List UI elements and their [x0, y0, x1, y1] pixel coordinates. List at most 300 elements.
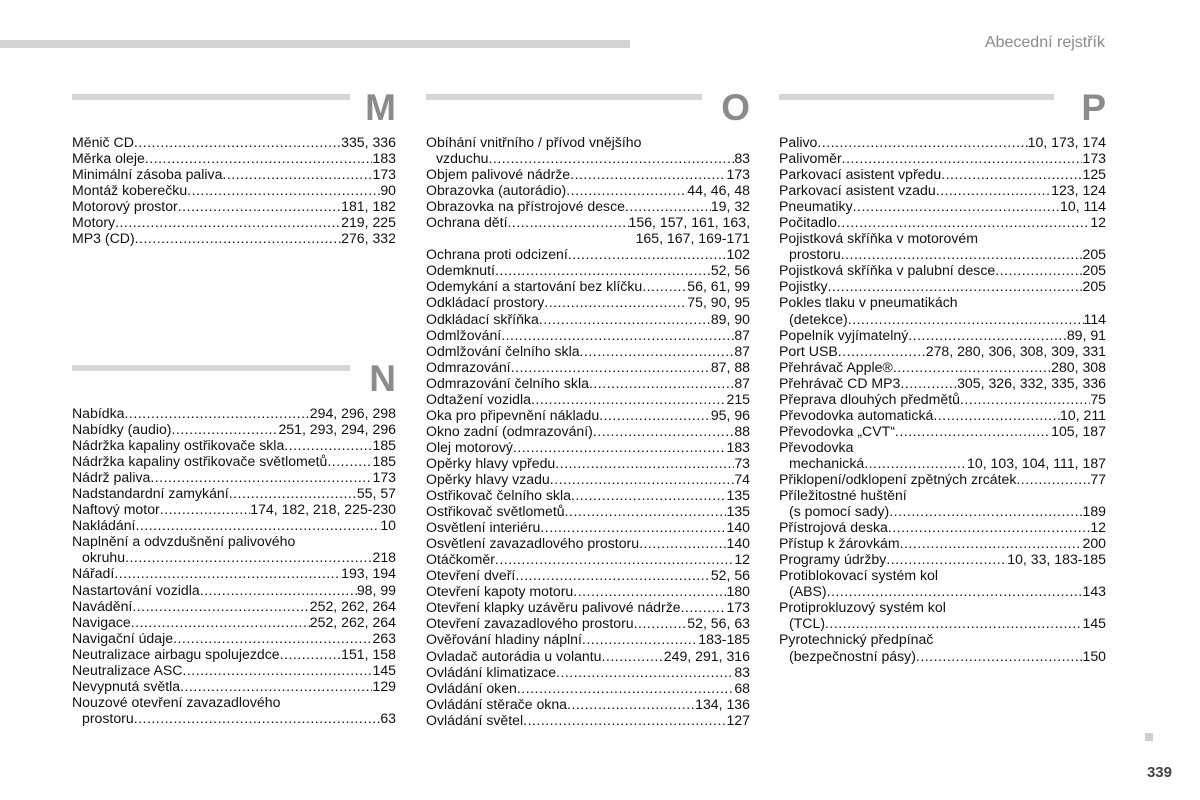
index-page-numbers: 278, 280, 306, 308, 309, 331	[925, 342, 1106, 359]
index-entry	[426, 680, 750, 696]
index-list	[426, 134, 750, 728]
index-entry-line	[779, 551, 1106, 567]
index-entry	[779, 471, 1106, 487]
dot-leader	[150, 469, 372, 485]
index-entry	[72, 214, 396, 230]
index-term: Nevypnutá světla	[72, 677, 181, 694]
dot-leader	[841, 246, 1083, 262]
index-term: Navigační údaje	[72, 629, 174, 646]
index-list	[779, 134, 1106, 664]
index-page-numbers: 44, 46, 48	[687, 182, 750, 199]
index-term: Protiblokovací systém kol	[779, 567, 939, 584]
index-entry-line	[426, 391, 750, 407]
index-page-numbers: 183-185	[698, 631, 750, 648]
index-page-numbers: 173	[372, 469, 396, 486]
index-term: Příležitostné huštění	[779, 487, 907, 504]
dot-leader	[828, 278, 1083, 294]
index-entry-line	[72, 214, 396, 230]
index-page-numbers: 165, 167, 169-171	[635, 230, 750, 247]
index-entry	[72, 166, 396, 182]
index-page-numbers: 75	[1090, 390, 1106, 407]
index-page-numbers: 263	[372, 629, 396, 646]
dot-leader	[995, 262, 1082, 278]
dot-leader	[566, 182, 687, 198]
index-term: Motory	[72, 214, 116, 231]
index-term: Nabídky (audio)	[72, 421, 172, 438]
index-page-numbers: 205	[1082, 246, 1106, 263]
index-entry	[426, 375, 750, 391]
index-term: Pyrotechnický předpínač	[779, 631, 934, 648]
index-entry-line	[72, 678, 396, 694]
dot-leader	[936, 182, 1051, 198]
section-m	[72, 87, 396, 247]
index-term: Popelník vyjímatelný	[779, 326, 909, 343]
index-entry-line	[779, 391, 1106, 407]
index-term: Navigace	[72, 613, 131, 630]
index-term: Nakládání	[72, 517, 136, 534]
dot-leader	[180, 678, 372, 694]
index-page-numbers: 56, 61, 99	[687, 278, 750, 295]
index-term: Pojistky	[779, 278, 828, 295]
top-decorative-bar	[0, 40, 630, 48]
index-entry-line	[779, 278, 1106, 294]
index-entry	[426, 631, 750, 647]
index-entry-line	[426, 599, 750, 615]
index-entry	[779, 375, 1106, 391]
dot-leader	[523, 712, 726, 728]
index-entry	[779, 439, 1106, 471]
index-entry	[779, 535, 1106, 551]
index-entry-line	[426, 198, 750, 214]
index-term: Osvětlení interiéru	[426, 519, 541, 536]
index-entry-line	[72, 533, 396, 549]
index-term: (s pomocí sady)	[789, 503, 890, 520]
index-page-numbers: 90	[380, 182, 396, 199]
index-entry-line	[426, 455, 750, 471]
index-term: Ochrana dětí	[426, 214, 508, 231]
dot-leader	[114, 565, 341, 581]
index-page-numbers: 189	[1082, 503, 1106, 520]
section-letter: M	[365, 87, 396, 128]
index-entry	[72, 565, 396, 581]
index-term: Nastartování vozidla	[72, 581, 200, 598]
index-entry-line	[779, 423, 1106, 439]
index-page-numbers: 135	[726, 487, 750, 504]
index-entry	[72, 150, 396, 166]
index-term: Objem palivové nádrže	[426, 166, 571, 183]
index-entry	[426, 198, 750, 214]
index-entry-line	[779, 567, 1106, 583]
index-entry-line	[426, 294, 750, 310]
index-entry	[426, 391, 750, 407]
dot-leader	[853, 198, 1060, 214]
section-header	[426, 87, 750, 129]
dot-leader	[115, 214, 341, 230]
index-term: Otevření zavazadlového prostoru	[426, 615, 634, 632]
index-page-numbers: 83	[734, 663, 750, 680]
index-term: Přeprava dlouhých předmětů	[779, 390, 960, 407]
index-term: Ostřikovač čelního skla	[426, 487, 571, 504]
index-term: MP3 (CD)	[72, 230, 135, 247]
dot-leader	[172, 421, 279, 437]
index-entry-line	[426, 278, 750, 294]
dot-leader	[507, 214, 628, 230]
index-entry-line	[779, 166, 1106, 182]
index-entry-line	[72, 630, 396, 646]
index-term: Odemknutí	[426, 262, 495, 279]
index-entry-line	[72, 453, 396, 469]
index-entry-line	[779, 439, 1106, 455]
dot-leader	[825, 615, 1082, 631]
index-page-numbers: 173	[1082, 150, 1106, 167]
index-entry-line	[779, 455, 1106, 471]
index-entry-line	[426, 182, 750, 198]
index-entry	[779, 343, 1106, 359]
index-entry-line	[779, 294, 1106, 310]
index-entry-line	[779, 535, 1106, 551]
index-term: Přehrávač Apple®	[779, 358, 893, 375]
index-term: Nádržka kapaliny ostřikovače světlometů	[72, 453, 328, 470]
index-entry	[426, 567, 750, 583]
index-term: vzduchu	[436, 150, 489, 167]
dot-leader	[125, 549, 372, 565]
index-page-numbers: 145	[372, 661, 396, 678]
index-term: Ověřování hladiny náplní	[426, 631, 582, 648]
index-page-numbers: 68	[734, 679, 750, 696]
index-entry-line	[779, 583, 1106, 599]
dot-leader	[489, 150, 735, 166]
index-page-numbers: 63	[380, 709, 396, 726]
index-entry-line	[779, 631, 1106, 647]
dot-leader	[838, 343, 926, 359]
index-entry	[426, 407, 750, 423]
index-page-numbers: 98, 99	[356, 581, 396, 598]
index-entry	[779, 198, 1106, 214]
index-page-numbers: 173	[726, 599, 750, 616]
index-entry	[779, 567, 1106, 599]
index-entry-line	[779, 311, 1106, 327]
index-entry	[779, 327, 1106, 343]
index-term: Naftový motor	[72, 501, 160, 518]
index-entry	[426, 455, 750, 471]
index-term: Oka pro připevnění nákladu	[426, 406, 600, 423]
index-page-numbers: 89, 91	[1066, 326, 1106, 343]
index-entry	[779, 278, 1106, 294]
index-page-numbers: 181, 182	[341, 198, 396, 215]
index-entry	[72, 694, 396, 726]
index-entry-line	[779, 503, 1106, 519]
index-term: Neutralizace airbagu spolujezdce	[72, 645, 280, 662]
index-entry-line	[779, 487, 1106, 503]
index-page-numbers: 252, 262, 264	[309, 613, 396, 630]
index-page-numbers: 183	[372, 150, 396, 167]
dot-leader	[842, 150, 1083, 166]
dot-leader	[634, 615, 688, 631]
index-entry	[779, 423, 1106, 439]
index-page-numbers: 10, 211	[1060, 406, 1106, 423]
index-entry-line	[779, 359, 1106, 375]
dot-leader	[565, 503, 727, 519]
index-page-numbers: 52, 56, 63	[687, 615, 750, 632]
index-entry	[426, 327, 750, 343]
index-entry	[72, 630, 396, 646]
index-entry	[72, 437, 396, 453]
index-term: Pneumatiky	[779, 198, 853, 215]
index-entry-line	[72, 501, 396, 517]
index-entry-line	[426, 214, 750, 230]
index-page-numbers: 215	[726, 390, 750, 407]
index-page-numbers: 151, 158	[341, 645, 396, 662]
index-page-numbers: 52, 56	[710, 567, 750, 584]
index-term: Otáčkoměr	[426, 551, 495, 568]
index-page-numbers: 200	[1082, 535, 1106, 552]
index-entry-line	[426, 359, 750, 375]
dot-leader	[131, 614, 310, 630]
section-header	[72, 87, 396, 129]
index-entry-line	[779, 327, 1106, 343]
index-term: Naplnění a odvzdušnění palivového	[72, 533, 296, 550]
index-term: Pojistková skříňka v motorovém	[779, 230, 978, 247]
index-entry-line	[426, 615, 750, 631]
dot-leader	[178, 198, 341, 214]
index-term: Ovládání světel	[426, 711, 524, 728]
index-entry-line	[72, 421, 396, 437]
dot-leader	[888, 519, 1090, 535]
index-page-numbers: 102	[726, 246, 750, 263]
index-term: Ostřikovač světlometů	[426, 503, 565, 520]
index-term: Ovládání stěrače okna	[426, 695, 568, 712]
index-page-numbers: 280, 308	[1051, 358, 1106, 375]
index-entry	[72, 198, 396, 214]
index-page-numbers: 10, 33, 183-185	[1007, 551, 1106, 568]
index-entry-line	[426, 664, 750, 680]
index-term: Ovladač autorádia u volantu	[426, 647, 602, 664]
index-entry-line	[426, 311, 750, 327]
index-entry	[426, 359, 750, 375]
index-entry-line	[779, 230, 1106, 246]
dot-leader	[573, 583, 726, 599]
index-entry-line	[426, 487, 750, 503]
index-entry-line	[72, 166, 396, 182]
index-page-numbers: 87, 88	[710, 358, 750, 375]
index-page-numbers: 252, 262, 264	[309, 597, 396, 614]
index-page-numbers: 55, 57	[356, 485, 396, 502]
index-page-numbers: 218	[372, 549, 396, 566]
index-term: Programy údržby	[779, 551, 887, 568]
dot-leader	[173, 630, 372, 646]
index-entry-line	[779, 214, 1106, 230]
dot-leader	[827, 583, 1083, 599]
index-entry	[426, 696, 750, 712]
dot-leader	[513, 439, 727, 455]
page-number: 339	[1146, 764, 1172, 781]
index-page-numbers: 129	[372, 677, 396, 694]
index-term: Obrazovka na přístrojové desce	[426, 198, 625, 215]
index-term: prostoru	[789, 246, 841, 263]
index-entry	[72, 678, 396, 694]
index-term: Odmlžování čelního skla	[426, 342, 580, 359]
index-page-numbers: 75, 90, 95	[687, 294, 750, 311]
dot-leader	[134, 710, 381, 726]
dot-leader	[187, 182, 380, 198]
index-entry-line	[72, 646, 396, 662]
index-term: Odkládací prostory	[426, 294, 545, 311]
index-term: Osvětlení zavazadlového prostoru	[426, 535, 640, 552]
index-entry-line	[426, 631, 750, 647]
index-entry	[72, 614, 396, 630]
index-entry-line	[72, 230, 396, 246]
index-page-numbers: 305, 326, 332, 335, 336	[957, 374, 1106, 391]
dot-leader	[916, 648, 1083, 664]
index-entry	[72, 517, 396, 533]
index-entry-line	[779, 262, 1106, 278]
dot-leader	[568, 246, 727, 262]
index-entry-line	[72, 405, 396, 421]
index-term: Palivo	[779, 134, 818, 150]
index-page-numbers: 276, 332	[341, 230, 396, 247]
index-entry-line	[779, 519, 1106, 535]
dot-leader	[145, 150, 373, 166]
index-entry-line	[426, 246, 750, 262]
dot-leader	[555, 455, 734, 471]
dot-leader	[593, 423, 734, 439]
index-entry-line	[72, 469, 396, 485]
index-term: Měnič CD	[72, 134, 134, 150]
index-term: Otevření kapoty motoru	[426, 583, 574, 600]
index-term: Nadstandardní zamykání	[72, 485, 229, 502]
dot-leader	[599, 407, 711, 423]
index-page-numbers: 87	[734, 342, 750, 359]
index-entry-line	[779, 182, 1106, 198]
index-entry-line	[426, 551, 750, 567]
index-entry-line	[426, 696, 750, 712]
index-page-numbers: 12	[734, 551, 750, 568]
index-entry-line	[72, 437, 396, 453]
index-entry	[426, 519, 750, 535]
index-entry	[779, 166, 1106, 182]
index-entry	[72, 485, 396, 501]
index-entry	[779, 294, 1106, 326]
index-page-numbers: 105, 187	[1051, 422, 1106, 439]
index-entry	[426, 599, 750, 615]
index-page-numbers: 335, 336	[341, 134, 396, 150]
index-term: Obíhání vnitřního / přívod vnějšího	[426, 134, 642, 150]
index-term: Odmrazování čelního skla	[426, 374, 589, 391]
index-term: Ovládání klimatizace	[426, 663, 557, 680]
index-entry-line	[426, 519, 750, 535]
index-page-numbers: 127	[726, 711, 750, 728]
index-term: Minimální zásoba paliva	[72, 166, 223, 183]
dot-leader	[135, 517, 380, 533]
index-page-numbers: 185	[372, 453, 396, 470]
index-list	[72, 134, 396, 246]
index-entry-line	[72, 198, 396, 214]
index-entry-line	[426, 648, 750, 664]
index-term: Pojistková skříňka v palubní desce	[779, 262, 996, 279]
corner-square-decoration	[1145, 733, 1153, 741]
index-page-numbers: 183	[726, 438, 750, 455]
index-page-numbers: 249, 291, 316	[663, 647, 750, 664]
index-entry-line	[779, 246, 1106, 262]
index-entry	[426, 311, 750, 327]
section-rule	[72, 94, 350, 100]
dot-leader	[132, 598, 309, 614]
index-entry	[426, 262, 750, 278]
index-entry	[426, 214, 750, 246]
index-page-numbers: 123, 124	[1051, 182, 1106, 199]
index-entry	[72, 469, 396, 485]
index-entry-line	[779, 134, 1106, 150]
index-entry	[779, 599, 1106, 631]
index-page-numbers: 10	[380, 517, 396, 534]
index-term: (detekce)	[789, 310, 848, 327]
index-term: Montáž koberečku	[72, 182, 188, 199]
index-term: Pokles tlaku v pneumatikách	[779, 294, 958, 311]
index-entry-line	[72, 517, 396, 533]
index-page-numbers: 114	[1083, 310, 1106, 327]
dot-leader	[900, 375, 957, 391]
section-letter: P	[1081, 87, 1106, 128]
index-page-numbers: 219, 225	[341, 214, 396, 231]
index-entry	[72, 405, 396, 421]
index-page-numbers: 150	[1082, 647, 1106, 664]
index-entry	[72, 501, 396, 517]
index-entry-line	[426, 150, 750, 166]
index-entry	[426, 583, 750, 599]
index-entry	[426, 551, 750, 567]
index-entry	[72, 182, 396, 198]
index-page-numbers: 173	[726, 166, 750, 183]
index-term: Palivoměr	[779, 150, 842, 167]
index-entry-line	[779, 615, 1106, 631]
index-term: Protiprokluzový systém kol	[779, 599, 946, 616]
index-entry	[779, 631, 1106, 663]
dot-leader	[160, 501, 251, 517]
dot-leader	[134, 134, 341, 150]
index-page-numbers: 140	[726, 519, 750, 536]
dot-leader	[933, 407, 1060, 423]
index-entry	[426, 615, 750, 631]
index-entry-line	[72, 485, 396, 501]
index-entry	[426, 471, 750, 487]
index-entry-line	[72, 150, 396, 166]
index-page-numbers: 173	[372, 166, 396, 183]
index-term: Převodovka „CVT“	[779, 422, 895, 439]
index-page-numbers: 12	[1090, 519, 1106, 536]
index-entry	[426, 535, 750, 551]
index-term: Nářadí	[72, 565, 115, 582]
section-p	[779, 87, 1106, 664]
dot-leader	[681, 599, 727, 615]
index-term: Převodovka	[779, 438, 854, 455]
index-page-numbers: 134, 136	[695, 695, 750, 712]
index-entry-line	[779, 407, 1106, 423]
index-entry-line	[72, 662, 396, 678]
index-entry-line	[426, 712, 750, 728]
index-entry	[779, 230, 1106, 262]
index-page-numbers: 125	[1082, 166, 1106, 183]
index-entry-line	[426, 343, 750, 359]
dot-leader	[895, 423, 1051, 439]
index-entry-line	[72, 582, 396, 598]
index-entry	[72, 646, 396, 662]
index-entry-line	[426, 262, 750, 278]
index-page-numbers: 251, 293, 294, 296	[278, 421, 396, 438]
index-term: (bezpečnostní pásy)	[789, 647, 916, 664]
index-entry	[426, 503, 750, 519]
index-page-numbers: 52, 56	[710, 262, 750, 279]
index-entry	[72, 134, 396, 150]
